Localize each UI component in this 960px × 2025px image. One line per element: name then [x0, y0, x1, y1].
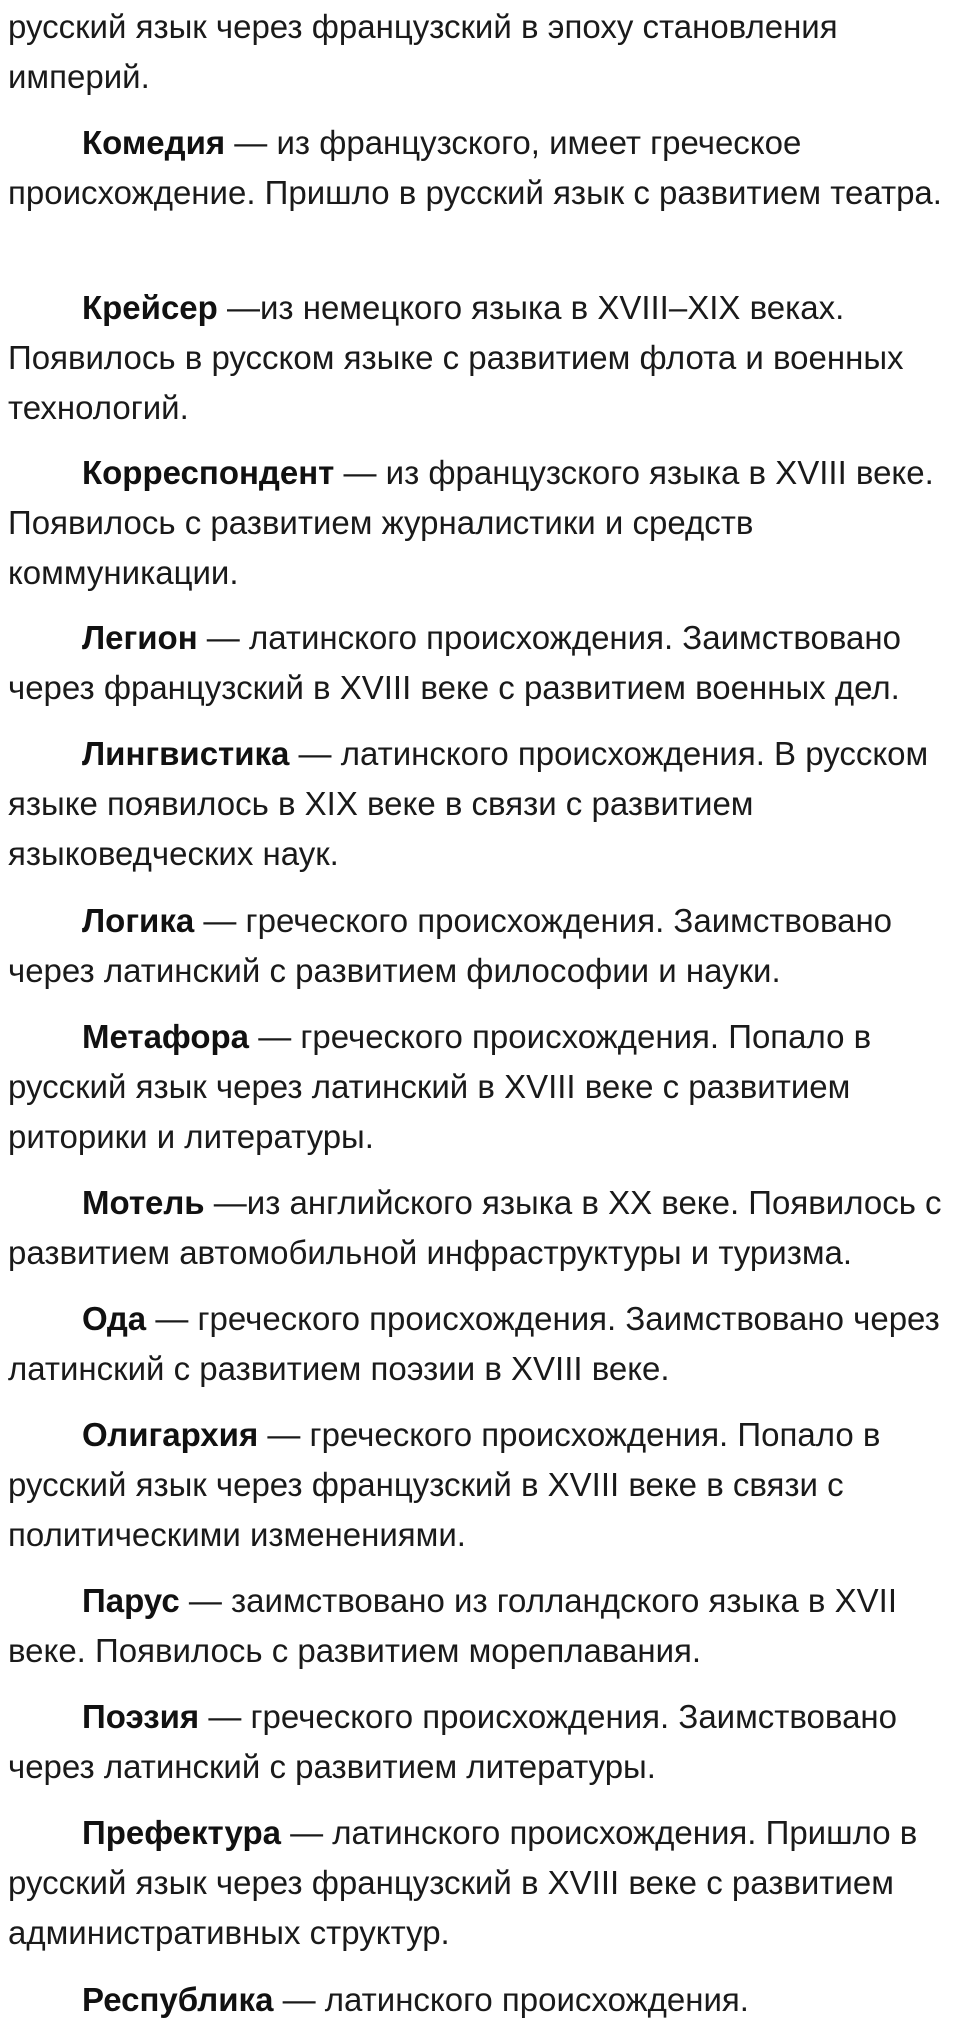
- entry-text: — греческого происхождения. Попало в русский язык через французский в XVIII веке в связи с политическими изменениями.: [8, 1416, 881, 1553]
- entry-term: Республика: [82, 1981, 274, 2018]
- entry-text: — латинского происхождения. Пришло в русский язык через французский в XVIII веке с развитием административных структур.: [8, 1814, 918, 1951]
- entry-term: Лингвистика: [82, 735, 290, 772]
- entry-kreiser: [8, 283, 953, 433]
- entry-text: — греческого происхождения. Заимствовано через латинский с развитием философии и науки.: [8, 902, 893, 989]
- entry-term: Олигархия: [82, 1416, 259, 1453]
- entry-legion: [8, 613, 953, 713]
- entry-text: — заимствовано из голландского языка в XVII веке. Появилось с развитием мореплавания.: [8, 1582, 897, 1669]
- entry-term: Корреспондент: [82, 454, 335, 491]
- entry-term: Метафора: [82, 1018, 250, 1055]
- entry-lingvistika: [8, 729, 953, 879]
- entry-term: Комедия: [82, 124, 226, 161]
- entry-oda: [8, 1294, 953, 1394]
- entry-text: — латинского происхождения. В русском языке появилось в XIX веке в связи с развитием языковедческих наук.: [8, 735, 929, 872]
- entry-respublika: [8, 1975, 953, 2025]
- entry-text: —из немецкого языка в XVIII–XIX веках. Появилось в русском языке с развитием флота и военных технологий.: [8, 289, 904, 426]
- entry-oligarhiya: [8, 1410, 953, 1560]
- entry-text: — из французского языка в XVIII веке. Появилось с развитием журналистики и средств коммуникации.: [8, 454, 934, 591]
- entry-parus: [8, 1576, 953, 1676]
- entry-motel: [8, 1178, 953, 1278]
- entry-term: Поэзия: [82, 1698, 200, 1735]
- entry-term: Парус: [82, 1582, 180, 1619]
- entry-text: —из английского языка в XX веке. Появилось с развитием автомобильной инфраструктуры и туризма.: [8, 1184, 942, 1271]
- entry-text: — греческого происхождения. Заимствовано через латинский с развитием поэзии в XVIII веке.: [8, 1300, 940, 1387]
- entry-term: Логика: [82, 902, 195, 939]
- entry-komediya: [8, 118, 953, 218]
- entry-text: — греческого происхождения. Заимствовано через латинский с развитием литературы.: [8, 1698, 898, 1785]
- entry-prefektura: [8, 1808, 953, 1958]
- entry-logika: [8, 896, 953, 996]
- entry-term: Префектура: [82, 1814, 281, 1851]
- entry-text: — греческого происхождения. Попало в русский язык через латинский в XVIII веке с развитием риторики и литературы.: [8, 1018, 872, 1155]
- entry-poeziya: [8, 1692, 953, 1792]
- entry-term: Легион: [82, 619, 198, 656]
- intro-paragraph: русский язык через французский в эпоху становления империй.: [8, 8, 838, 95]
- entry-term: Мотель: [82, 1184, 205, 1221]
- entry-text: — из французского, имеет греческое происхождение. Пришло в русский язык с развитием театра.: [8, 124, 942, 211]
- entry-term: Ода: [82, 1300, 147, 1337]
- entry-korrespondent: [8, 448, 953, 598]
- entry-metafora: [8, 1012, 953, 1162]
- entry-text: — латинского происхождения. Заимствовано через французский в XVIII веке с развитием военных дел.: [8, 619, 901, 706]
- entry-text: — латинского происхождения.: [273, 1981, 749, 2018]
- entry-term: Крейсер: [82, 289, 218, 326]
